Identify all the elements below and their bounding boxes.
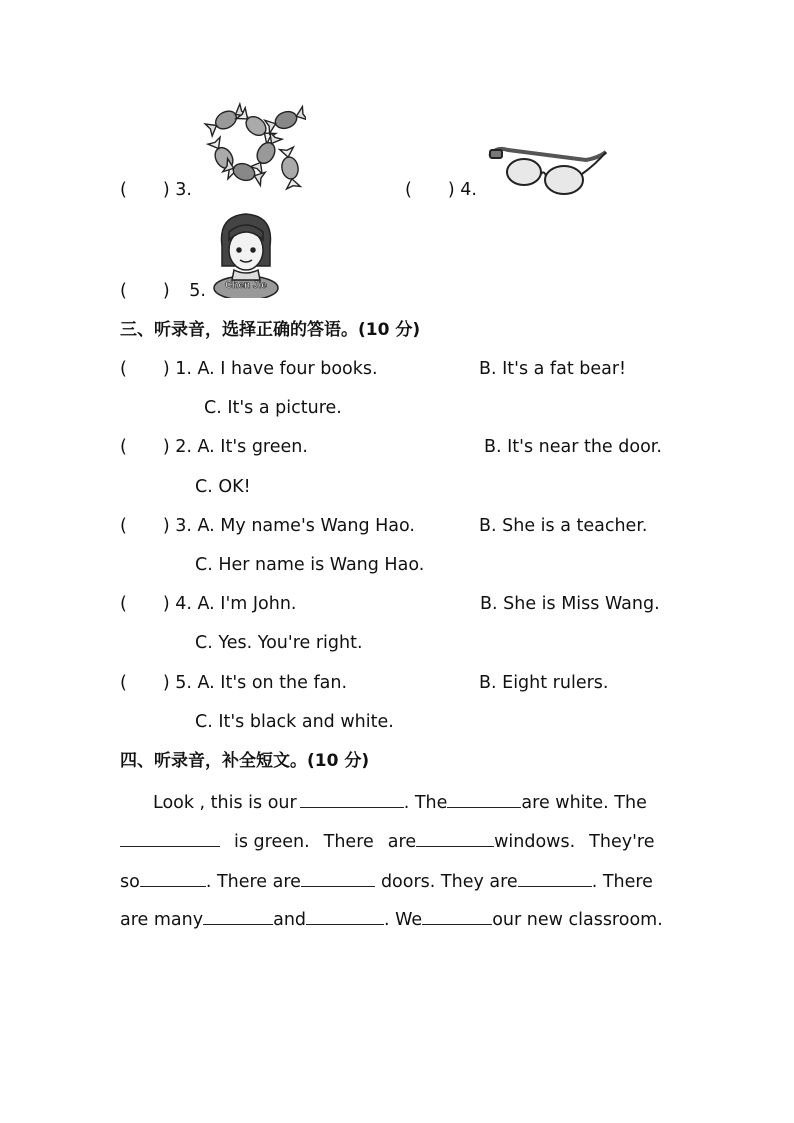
girl-portrait-icon xyxy=(212,210,280,298)
question-3-row xyxy=(120,182,192,200)
option-c: C. Yes. You're right. xyxy=(195,633,363,653)
question-5-row xyxy=(120,283,206,301)
passage-text: . The xyxy=(403,793,448,813)
passage-text: and xyxy=(273,910,307,930)
answer-paren: ) xyxy=(162,516,170,536)
glasses-icon xyxy=(486,138,610,198)
answer-paren: ) xyxy=(162,673,170,693)
passage-text: doors. They are xyxy=(380,872,518,892)
answer-paren-open: ( xyxy=(405,180,412,200)
question-number: 4. xyxy=(460,180,477,200)
answer-paren: ) xyxy=(162,594,170,614)
option-a: A. I have four books. xyxy=(197,359,378,379)
answer-paren-close: ) xyxy=(162,281,170,301)
option-b: B. She is a teacher. xyxy=(479,516,648,536)
answer-paren: ( xyxy=(120,673,127,693)
passage-text: They're xyxy=(589,832,655,852)
question-number: 2. xyxy=(175,437,192,457)
passage-text: . There xyxy=(591,872,653,892)
option-a: A. I'm John. xyxy=(197,594,297,614)
option-c: C. It's a picture. xyxy=(204,398,342,418)
question-row xyxy=(120,675,347,693)
passage-text: Look , this is our xyxy=(153,793,297,813)
answer-paren: ( xyxy=(120,359,127,379)
question-number: 3. xyxy=(175,516,192,536)
portrait-caption: Chen Jie xyxy=(225,280,267,291)
question-row xyxy=(120,439,308,457)
option-b: B. She is Miss Wang. xyxy=(480,594,660,614)
question-number: 5. xyxy=(175,673,192,693)
fill-blank[interactable] xyxy=(120,831,220,847)
question-4-row xyxy=(405,182,477,200)
fill-blank[interactable] xyxy=(447,792,521,808)
question-number: 3. xyxy=(175,180,192,200)
question-row xyxy=(120,361,378,379)
answer-paren: ( xyxy=(120,594,127,614)
answer-paren-close: ) xyxy=(447,180,455,200)
fill-blank[interactable] xyxy=(140,871,206,887)
option-b: B. It's a fat bear! xyxy=(479,359,627,379)
passage-line-3 xyxy=(120,871,653,892)
option-b: B. Eight rulers. xyxy=(479,673,609,693)
passage-text: is green. xyxy=(234,832,310,852)
passage-text: There xyxy=(323,832,374,852)
fill-blank[interactable] xyxy=(306,909,384,925)
passage-text: are white. The xyxy=(521,793,647,813)
fill-blank[interactable] xyxy=(422,909,492,925)
passage-text: our new classroom. xyxy=(492,910,663,930)
fill-blank[interactable] xyxy=(301,871,375,887)
answer-paren: ) xyxy=(162,437,170,457)
option-a: A. My name's Wang Hao. xyxy=(197,516,415,536)
passage-text: are many xyxy=(120,910,204,930)
passage-line-1 xyxy=(153,792,647,813)
fill-blank[interactable] xyxy=(518,871,592,887)
passage-line-2 xyxy=(120,831,654,852)
option-b: B. It's near the door. xyxy=(484,437,662,457)
answer-paren: ( xyxy=(120,437,127,457)
section-3-title: 三、听录音，选择正确的答语。(10 分) xyxy=(120,320,421,340)
passage-text: windows. xyxy=(494,832,576,852)
answer-paren: ( xyxy=(120,516,127,536)
passage-text: . We xyxy=(384,910,423,930)
option-c: C. It's black and white. xyxy=(195,712,394,732)
section-4-title: 四、听录音，补全短文。(10 分) xyxy=(120,751,370,771)
passage-text: . There are xyxy=(205,872,301,892)
question-number: 1. xyxy=(175,359,192,379)
fill-blank[interactable] xyxy=(300,792,404,808)
option-a: A. It's green. xyxy=(197,437,308,457)
question-row xyxy=(120,596,297,614)
answer-paren-close: ) xyxy=(162,180,170,200)
answer-paren-open: ( xyxy=(120,281,127,301)
answer-paren-open: ( xyxy=(120,180,127,200)
option-c: C. OK! xyxy=(195,477,251,497)
option-a: A. It's on the fan. xyxy=(197,673,348,693)
fill-blank[interactable] xyxy=(203,909,273,925)
fill-blank[interactable] xyxy=(416,831,494,847)
question-row xyxy=(120,518,415,536)
answer-paren: ) xyxy=(162,359,170,379)
candies-icon xyxy=(200,98,306,194)
passage-text: are xyxy=(387,832,417,852)
passage-line-4 xyxy=(120,909,663,930)
question-number: 4. xyxy=(175,594,192,614)
question-number: 5. xyxy=(189,281,206,301)
option-c: C. Her name is Wang Hao. xyxy=(195,555,425,575)
passage-text: so xyxy=(120,872,140,892)
